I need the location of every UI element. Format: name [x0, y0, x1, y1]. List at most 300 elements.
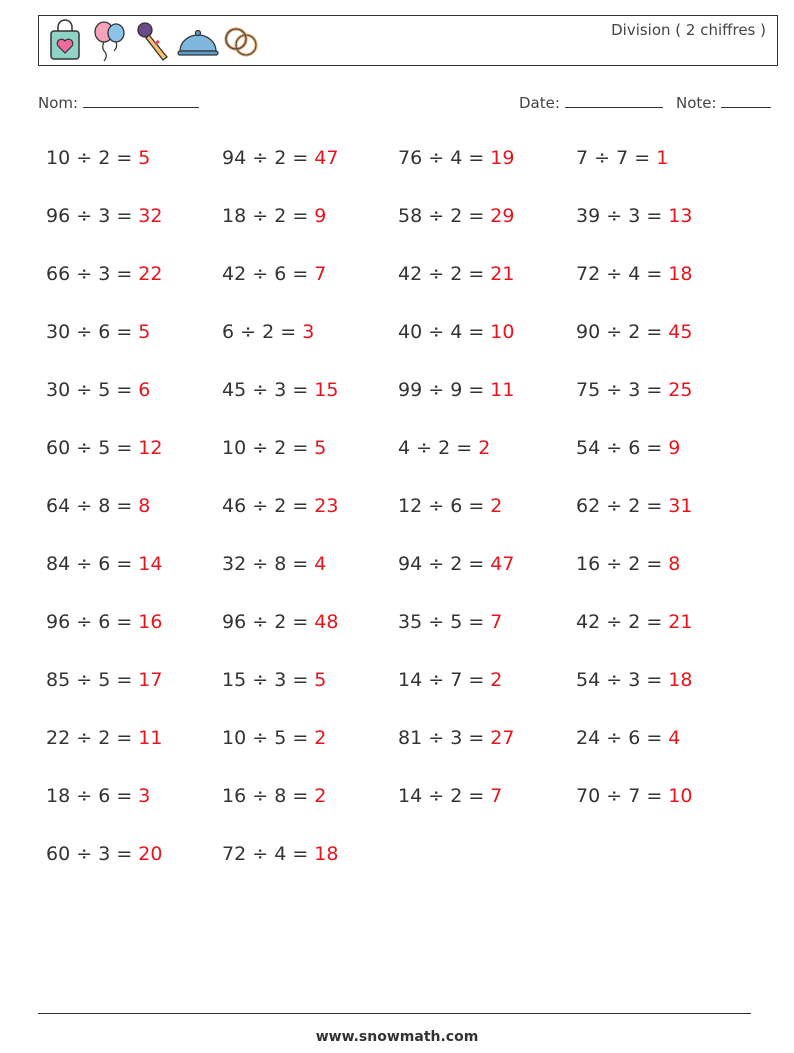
answer: 4 — [314, 553, 327, 575]
division-problem — [398, 727, 514, 749]
equals-sign: = — [110, 843, 139, 865]
answer: 11 — [490, 379, 515, 401]
answer: 17 — [138, 669, 163, 691]
division-problem — [222, 379, 338, 401]
equals-sign: = — [640, 495, 669, 517]
wedding-rings-icon — [221, 19, 263, 63]
division-sign: ÷ — [422, 205, 451, 227]
answer: 5 — [314, 437, 327, 459]
answer: 3 — [302, 321, 315, 343]
divisor: 6 — [98, 553, 111, 575]
division-sign: ÷ — [70, 147, 99, 169]
dividend: 94 — [222, 147, 247, 169]
division-sign: ÷ — [422, 379, 451, 401]
divisor: 6 — [98, 785, 111, 807]
answer: 15 — [314, 379, 339, 401]
equals-sign: = — [640, 785, 669, 807]
dividend: 54 — [576, 669, 601, 691]
answer: 11 — [138, 727, 163, 749]
divisor: 4 — [450, 321, 463, 343]
division-sign: ÷ — [600, 263, 629, 285]
division-problem — [576, 321, 692, 343]
division-problem — [46, 263, 162, 285]
divisor: 3 — [628, 205, 641, 227]
divisor: 6 — [628, 437, 641, 459]
equals-sign: = — [286, 611, 315, 633]
division-problem — [398, 437, 490, 459]
answer: 2 — [314, 727, 327, 749]
division-sign: ÷ — [246, 263, 275, 285]
divisor: 3 — [98, 263, 111, 285]
dividend: 46 — [222, 495, 247, 517]
equals-sign: = — [286, 727, 315, 749]
equals-sign: = — [462, 553, 491, 575]
answer: 8 — [668, 553, 681, 575]
equals-sign: = — [286, 843, 315, 865]
dividend: 54 — [576, 437, 601, 459]
divisor: 6 — [274, 263, 287, 285]
equals-sign: = — [462, 727, 491, 749]
answer: 5 — [138, 321, 151, 343]
equals-sign: = — [286, 147, 315, 169]
division-sign: ÷ — [70, 727, 99, 749]
divisor: 5 — [98, 379, 111, 401]
equals-sign: = — [628, 147, 657, 169]
dividend: 12 — [398, 495, 423, 517]
division-sign: ÷ — [600, 495, 629, 517]
division-sign: ÷ — [422, 263, 451, 285]
shopping-bag-heart-icon — [45, 19, 87, 63]
equals-sign: = — [286, 785, 315, 807]
divisor: 2 — [98, 727, 111, 749]
division-problem — [576, 785, 692, 807]
divisor: 7 — [450, 669, 463, 691]
divisor: 5 — [98, 669, 111, 691]
equals-sign: = — [462, 495, 491, 517]
division-sign: ÷ — [70, 669, 99, 691]
divisor: 6 — [98, 611, 111, 633]
equals-sign: = — [462, 611, 491, 633]
equals-sign: = — [462, 263, 491, 285]
icon-strip — [45, 19, 263, 63]
division-problem — [46, 205, 162, 227]
equals-sign: = — [640, 321, 669, 343]
divisor: 3 — [628, 669, 641, 691]
division-problem — [398, 785, 502, 807]
dividend: 14 — [398, 785, 423, 807]
divisor: 5 — [274, 727, 287, 749]
dividend: 70 — [576, 785, 601, 807]
divisor: 2 — [274, 205, 287, 227]
answer: 31 — [668, 495, 693, 517]
answer: 3 — [138, 785, 151, 807]
equals-sign: = — [640, 379, 669, 401]
equals-sign: = — [110, 263, 139, 285]
division-problem — [398, 669, 502, 691]
answer: 2 — [490, 495, 503, 517]
division-sign: ÷ — [246, 437, 275, 459]
dividend: 10 — [222, 727, 247, 749]
dividend: 72 — [222, 843, 247, 865]
division-problem — [398, 205, 514, 227]
date-label: Date: — [519, 94, 560, 112]
equals-sign: = — [286, 263, 315, 285]
equals-sign: = — [286, 669, 315, 691]
division-problem — [398, 379, 514, 401]
equals-sign: = — [640, 611, 669, 633]
division-problem — [576, 669, 692, 691]
answer: 13 — [668, 205, 693, 227]
equals-sign: = — [640, 669, 669, 691]
dividend: 39 — [576, 205, 601, 227]
division-problem — [46, 437, 162, 459]
dividend: 64 — [46, 495, 71, 517]
dividend: 40 — [398, 321, 423, 343]
dividend: 22 — [46, 727, 71, 749]
dividend: 42 — [222, 263, 247, 285]
dividend: 90 — [576, 321, 601, 343]
divisor: 8 — [98, 495, 111, 517]
equals-sign: = — [286, 379, 315, 401]
answer: 12 — [138, 437, 163, 459]
division-problem — [398, 553, 514, 575]
division-sign: ÷ — [600, 437, 629, 459]
name-label: Nom: — [38, 94, 79, 112]
answer: 16 — [138, 611, 163, 633]
division-sign: ÷ — [70, 553, 99, 575]
divisor: 8 — [274, 785, 287, 807]
division-sign: ÷ — [246, 553, 275, 575]
division-problem — [46, 843, 162, 865]
name-field — [38, 93, 199, 112]
equals-sign: = — [110, 785, 139, 807]
divisor: 2 — [438, 437, 451, 459]
divisor: 3 — [628, 379, 641, 401]
answer: 23 — [314, 495, 339, 517]
divisor: 2 — [98, 147, 111, 169]
division-sign: ÷ — [600, 611, 629, 633]
divisor: 5 — [98, 437, 111, 459]
division-problem — [222, 263, 326, 285]
division-problem — [222, 785, 326, 807]
dividend: 16 — [576, 553, 601, 575]
dividend: 18 — [46, 785, 71, 807]
division-problem — [576, 495, 692, 517]
divisor: 8 — [274, 553, 287, 575]
equals-sign: = — [286, 495, 315, 517]
divisor: 2 — [628, 321, 641, 343]
equals-sign: = — [462, 321, 491, 343]
divisor: 3 — [98, 843, 111, 865]
division-sign: ÷ — [70, 205, 99, 227]
division-problem — [222, 321, 314, 343]
equals-sign: = — [110, 205, 139, 227]
answer: 10 — [490, 321, 515, 343]
dividend: 15 — [222, 669, 247, 691]
dividend: 72 — [576, 263, 601, 285]
division-problem — [222, 147, 338, 169]
equals-sign: = — [462, 785, 491, 807]
division-problem — [398, 263, 514, 285]
division-sign: ÷ — [600, 321, 629, 343]
division-sign: ÷ — [70, 495, 99, 517]
answer: 2 — [490, 669, 503, 691]
answer: 47 — [314, 147, 339, 169]
dividend: 10 — [222, 437, 247, 459]
dividend: 32 — [222, 553, 247, 575]
equals-sign: = — [286, 437, 315, 459]
balloons-icon — [89, 19, 131, 63]
equals-sign: = — [640, 437, 669, 459]
division-problem — [398, 495, 502, 517]
answer: 32 — [138, 205, 163, 227]
equals-sign: = — [640, 205, 669, 227]
divisor: 2 — [274, 437, 287, 459]
division-problem — [398, 611, 502, 633]
answer: 7 — [490, 611, 503, 633]
division-sign: ÷ — [246, 669, 275, 691]
equals-sign: = — [274, 321, 303, 343]
answer: 4 — [668, 727, 681, 749]
division-sign: ÷ — [410, 437, 439, 459]
equals-sign: = — [640, 727, 669, 749]
divisor: 2 — [274, 495, 287, 517]
divisor: 4 — [274, 843, 287, 865]
divisor: 6 — [628, 727, 641, 749]
equals-sign: = — [110, 147, 139, 169]
division-problem — [576, 147, 668, 169]
divisor: 2 — [262, 321, 275, 343]
answer: 19 — [490, 147, 515, 169]
dividend: 76 — [398, 147, 423, 169]
division-sign: ÷ — [422, 727, 451, 749]
answer: 25 — [668, 379, 693, 401]
division-problem — [576, 379, 692, 401]
division-problem — [576, 611, 692, 633]
dividend: 45 — [222, 379, 247, 401]
equals-sign: = — [640, 553, 669, 575]
microphone-icon — [133, 19, 175, 63]
division-problem — [46, 669, 162, 691]
dividend: 42 — [398, 263, 423, 285]
dividend: 60 — [46, 437, 71, 459]
dividend: 4 — [398, 437, 411, 459]
division-sign: ÷ — [600, 727, 629, 749]
division-problem — [398, 147, 514, 169]
division-sign: ÷ — [246, 727, 275, 749]
dividend: 84 — [46, 553, 71, 575]
equals-sign: = — [450, 437, 479, 459]
dividend: 81 — [398, 727, 423, 749]
answer: 18 — [668, 263, 693, 285]
dividend: 16 — [222, 785, 247, 807]
division-sign: ÷ — [246, 147, 275, 169]
equals-sign: = — [286, 205, 315, 227]
dividend: 75 — [576, 379, 601, 401]
division-sign: ÷ — [422, 553, 451, 575]
dividend: 24 — [576, 727, 601, 749]
divisor: 2 — [450, 785, 463, 807]
equals-sign: = — [462, 669, 491, 691]
division-sign: ÷ — [422, 321, 451, 343]
divisor: 2 — [628, 495, 641, 517]
divisor: 9 — [450, 379, 463, 401]
divisor: 3 — [274, 669, 287, 691]
division-problem — [46, 785, 150, 807]
divisor: 2 — [450, 263, 463, 285]
division-problem — [222, 495, 338, 517]
answer: 21 — [490, 263, 515, 285]
divisor: 3 — [450, 727, 463, 749]
footer-divider — [38, 1013, 751, 1014]
division-problem — [576, 263, 692, 285]
equals-sign: = — [110, 553, 139, 575]
dividend: 94 — [398, 553, 423, 575]
divisor: 5 — [450, 611, 463, 633]
division-sign: ÷ — [422, 611, 451, 633]
dividend: 99 — [398, 379, 423, 401]
divisor: 4 — [450, 147, 463, 169]
division-sign: ÷ — [234, 321, 263, 343]
answer: 2 — [478, 437, 491, 459]
answer: 6 — [138, 379, 151, 401]
answer: 10 — [668, 785, 693, 807]
answer: 7 — [314, 263, 327, 285]
division-sign: ÷ — [422, 785, 451, 807]
division-sign: ÷ — [70, 321, 99, 343]
divisor: 7 — [628, 785, 641, 807]
division-sign: ÷ — [422, 495, 451, 517]
division-problem — [576, 437, 680, 459]
dividend: 62 — [576, 495, 601, 517]
division-problem — [222, 669, 326, 691]
answer: 29 — [490, 205, 515, 227]
divisor: 2 — [628, 611, 641, 633]
dividend: 6 — [222, 321, 235, 343]
dividend: 96 — [46, 611, 71, 633]
division-problem — [46, 553, 162, 575]
equals-sign: = — [462, 147, 491, 169]
equals-sign: = — [110, 437, 139, 459]
dividend: 58 — [398, 205, 423, 227]
answer: 47 — [490, 553, 515, 575]
division-problem — [576, 553, 680, 575]
division-problem — [46, 321, 150, 343]
answer: 22 — [138, 263, 163, 285]
equals-sign: = — [462, 205, 491, 227]
divisor: 2 — [274, 611, 287, 633]
division-problem — [46, 147, 150, 169]
division-sign: ÷ — [70, 263, 99, 285]
score-label: Note: — [676, 94, 717, 112]
answer: 27 — [490, 727, 515, 749]
division-problem — [576, 727, 680, 749]
equals-sign: = — [110, 727, 139, 749]
answer: 18 — [668, 669, 693, 691]
answer: 18 — [314, 843, 339, 865]
score-blank[interactable] — [721, 93, 771, 108]
division-sign: ÷ — [246, 785, 275, 807]
division-problem — [222, 843, 338, 865]
divisor: 2 — [628, 553, 641, 575]
answer: 21 — [668, 611, 693, 633]
equals-sign: = — [110, 669, 139, 691]
division-problem — [576, 205, 692, 227]
score-field — [676, 93, 771, 112]
equals-sign: = — [110, 379, 139, 401]
header-box — [38, 15, 778, 66]
worksheet-title: Division ( 2 chiffres ) — [611, 21, 766, 39]
answer: 2 — [314, 785, 327, 807]
division-sign: ÷ — [600, 205, 629, 227]
division-sign: ÷ — [70, 437, 99, 459]
date-field — [519, 93, 663, 112]
division-problem — [222, 553, 326, 575]
date-blank[interactable] — [565, 93, 663, 108]
division-sign: ÷ — [246, 205, 275, 227]
dividend: 30 — [46, 379, 71, 401]
name-blank[interactable] — [83, 93, 199, 108]
division-problem — [222, 205, 326, 227]
divisor: 2 — [450, 553, 463, 575]
answer: 45 — [668, 321, 693, 343]
division-problem — [46, 379, 150, 401]
dividend: 66 — [46, 263, 71, 285]
divisor: 6 — [98, 321, 111, 343]
divisor: 7 — [616, 147, 629, 169]
division-sign: ÷ — [70, 843, 99, 865]
answer: 8 — [138, 495, 151, 517]
divisor: 3 — [98, 205, 111, 227]
division-problem — [398, 321, 514, 343]
division-sign: ÷ — [600, 669, 629, 691]
dividend: 42 — [576, 611, 601, 633]
footer-url: www.snowmath.com — [315, 1029, 479, 1045]
division-sign: ÷ — [588, 147, 617, 169]
division-sign: ÷ — [600, 553, 629, 575]
dividend: 30 — [46, 321, 71, 343]
division-sign: ÷ — [246, 495, 275, 517]
equals-sign: = — [110, 321, 139, 343]
serving-cloche-icon — [177, 19, 219, 63]
answer: 5 — [314, 669, 327, 691]
division-sign: ÷ — [70, 379, 99, 401]
dividend: 35 — [398, 611, 423, 633]
divisor: 4 — [628, 263, 641, 285]
division-problem — [222, 437, 326, 459]
dividend: 14 — [398, 669, 423, 691]
answer: 9 — [314, 205, 327, 227]
division-problem — [46, 727, 162, 749]
division-sign: ÷ — [246, 843, 275, 865]
divisor: 6 — [450, 495, 463, 517]
dividend: 10 — [46, 147, 71, 169]
division-problem — [222, 611, 338, 633]
division-problem — [46, 611, 162, 633]
dividend: 85 — [46, 669, 71, 691]
answer: 14 — [138, 553, 163, 575]
answer: 20 — [138, 843, 163, 865]
division-sign: ÷ — [70, 785, 99, 807]
answer: 48 — [314, 611, 339, 633]
divisor: 2 — [450, 205, 463, 227]
division-sign: ÷ — [246, 379, 275, 401]
divisor: 3 — [274, 379, 287, 401]
dividend: 60 — [46, 843, 71, 865]
dividend: 96 — [222, 611, 247, 633]
equals-sign: = — [640, 263, 669, 285]
answer: 9 — [668, 437, 681, 459]
